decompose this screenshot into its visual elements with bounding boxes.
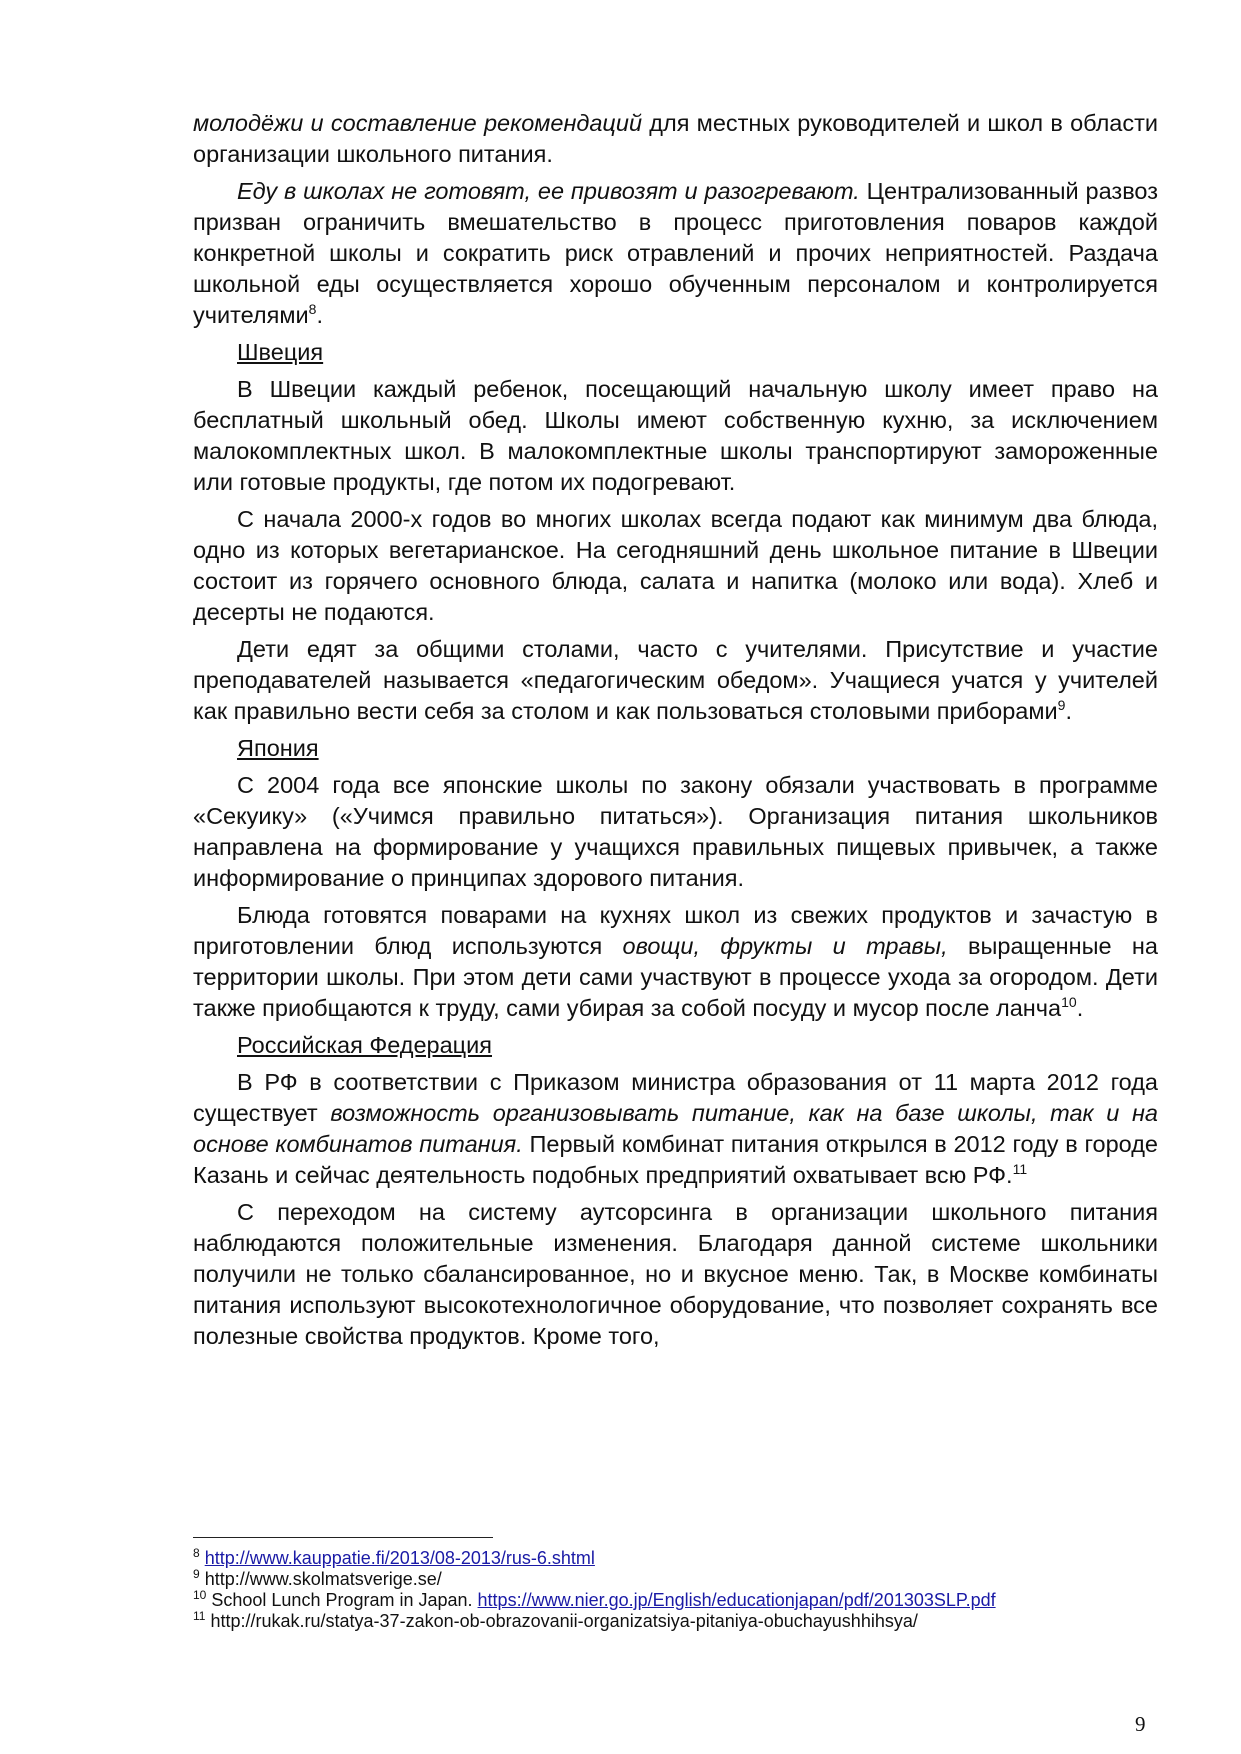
text: В РФ в соответствии с Приказом министра образования от 11 марта 2012 года существует [193, 1069, 1158, 1126]
text: выращенные на территории школы. При этом дети сами участвуют в процессе ухода за огородом. Дети также приобщаются к труду, сами убирая за собой посуду и мусор после ланча [193, 933, 1158, 1021]
paragraph-7 [193, 900, 1158, 1024]
paragraph-4: С начала 2000-х годов во многих школах всегда подают как минимум два блюда, одно из которых вегетарианское. На сегодняшний день школьное питание в Швеции состоит из горячего основного блюда, салата и напитка (молоко или вода). Хлеб и десерты не подаются. [193, 506, 1158, 625]
italic-text: возможность организовывать питание, как на базе школы, так и на основе комбинатов питания. [193, 1100, 1158, 1157]
footnote-9 [193, 1569, 1158, 1590]
text: для местных руководителей и школ в области организации школьного питания. [193, 110, 1158, 167]
footnote-ref-10[interactable]: 10 [1061, 994, 1077, 1011]
footnote-text: http://www.skolmatsverige.se/ [204, 1569, 442, 1589]
footnote-link[interactable]: http://www.kauppatie.fi/2013/08-2013/rus-6.shtml [204, 1548, 595, 1568]
heading-japan: Япония [237, 735, 319, 761]
text: . [316, 302, 323, 328]
footnote-text: http://rukak.ru/statya-37-zakon-ob-obrazovanii-organizatsiya-pitaniya-obuchayushhihsya/ [210, 1611, 918, 1631]
text: Дети едят за общими столами, часто с учителями. Присутствие и участие преподавателей называется «педагогическим обедом». Учащиеся учатся у учителей как правильно вести себя за столом и как пользоваться столовыми приборами [193, 636, 1158, 724]
text: . [1076, 995, 1084, 1021]
footnote-separator [193, 1537, 493, 1538]
italic-text: молодёжи и составление рекомендаций [193, 110, 643, 136]
footnote-number: 10 [193, 1588, 207, 1602]
footnote-number: 11 [193, 1609, 206, 1623]
document-body [193, 108, 1158, 1358]
paragraph-9: С переходом на систему аутсорсинга в организации школьного питания наблюдаются положительные изменения. Благодаря данной системе школьники получили не только сбалансированное, но и вкусное меню. Так, в Москве комбинаты питания используют высокотехнологичное оборудование, что позволяет сохранять все полезные свойства продуктов. Кроме того, [193, 1199, 1158, 1349]
heading-sweden: Швеция [237, 339, 324, 365]
footnote-ref-11[interactable]: 11 [1012, 1161, 1028, 1178]
text: Централизованный развоз призван ограничить вмешательство в процесс приготовления поваров каждой конкретной школы и сократить риск отравлений и прочих неприятностей. Раздача школьной еды осуществляется хорошо обученным персоналом и контролируется учителями [193, 178, 1158, 328]
paragraph-2 [193, 176, 1158, 331]
italic-text: овощи, фрукты и травы, [622, 933, 948, 959]
footnote-8 [193, 1548, 1158, 1569]
text: . [1065, 698, 1072, 724]
paragraph-8 [193, 1067, 1158, 1191]
footnote-ref-8[interactable]: 8 [308, 301, 317, 318]
paragraph-3: В Швеции каждый ребенок, посещающий начальную школу имеет право на бесплатный школьный обед. Школы имеют собственную кухню, за исключением малокомплектных школ. В малокомплектные школы транспортируют замороженные или готовые продукты, где потом их подогревают. [193, 376, 1158, 495]
text: Блюда готовятся поварами на кухнях школ из свежих продуктов и зачастую в приготовлении блюд используются [193, 902, 1158, 959]
paragraph-6: С 2004 года все японские школы по закону обязали участвовать в программе «Секуику» («Учимся правильно питаться»). Организация питания школьников направлена на формирование у учащихся правильных пищевых привычек, а также информирование о принципах здорового питания. [193, 772, 1158, 891]
footnotes [193, 1537, 1158, 1632]
italic-text: Еду в школах не готовят, ее привозят и разогревают. [237, 178, 860, 204]
footnote-10 [193, 1590, 1158, 1611]
footnote-ref-9[interactable]: 9 [1057, 697, 1066, 714]
footnote-11 [193, 1611, 1158, 1632]
paragraph-1 [193, 108, 1158, 170]
paragraph-5 [193, 634, 1158, 727]
footnote-link[interactable]: https://www.nier.go.jp/English/educationjapan/pdf/201303SLP.pdf [477, 1590, 996, 1610]
heading-russia: Российская Федерация [237, 1032, 492, 1058]
footnote-number: 8 [193, 1546, 200, 1560]
footnote-text: School Lunch Program in Japan. [211, 1590, 478, 1610]
page-number: 9 [1135, 1712, 1146, 1736]
footnote-number: 9 [193, 1567, 200, 1581]
text: Первый комбинат питания открылся в 2012 году в городе Казань и сейчас деятельность подобных предприятий охватывает всю РФ. [193, 1131, 1158, 1188]
